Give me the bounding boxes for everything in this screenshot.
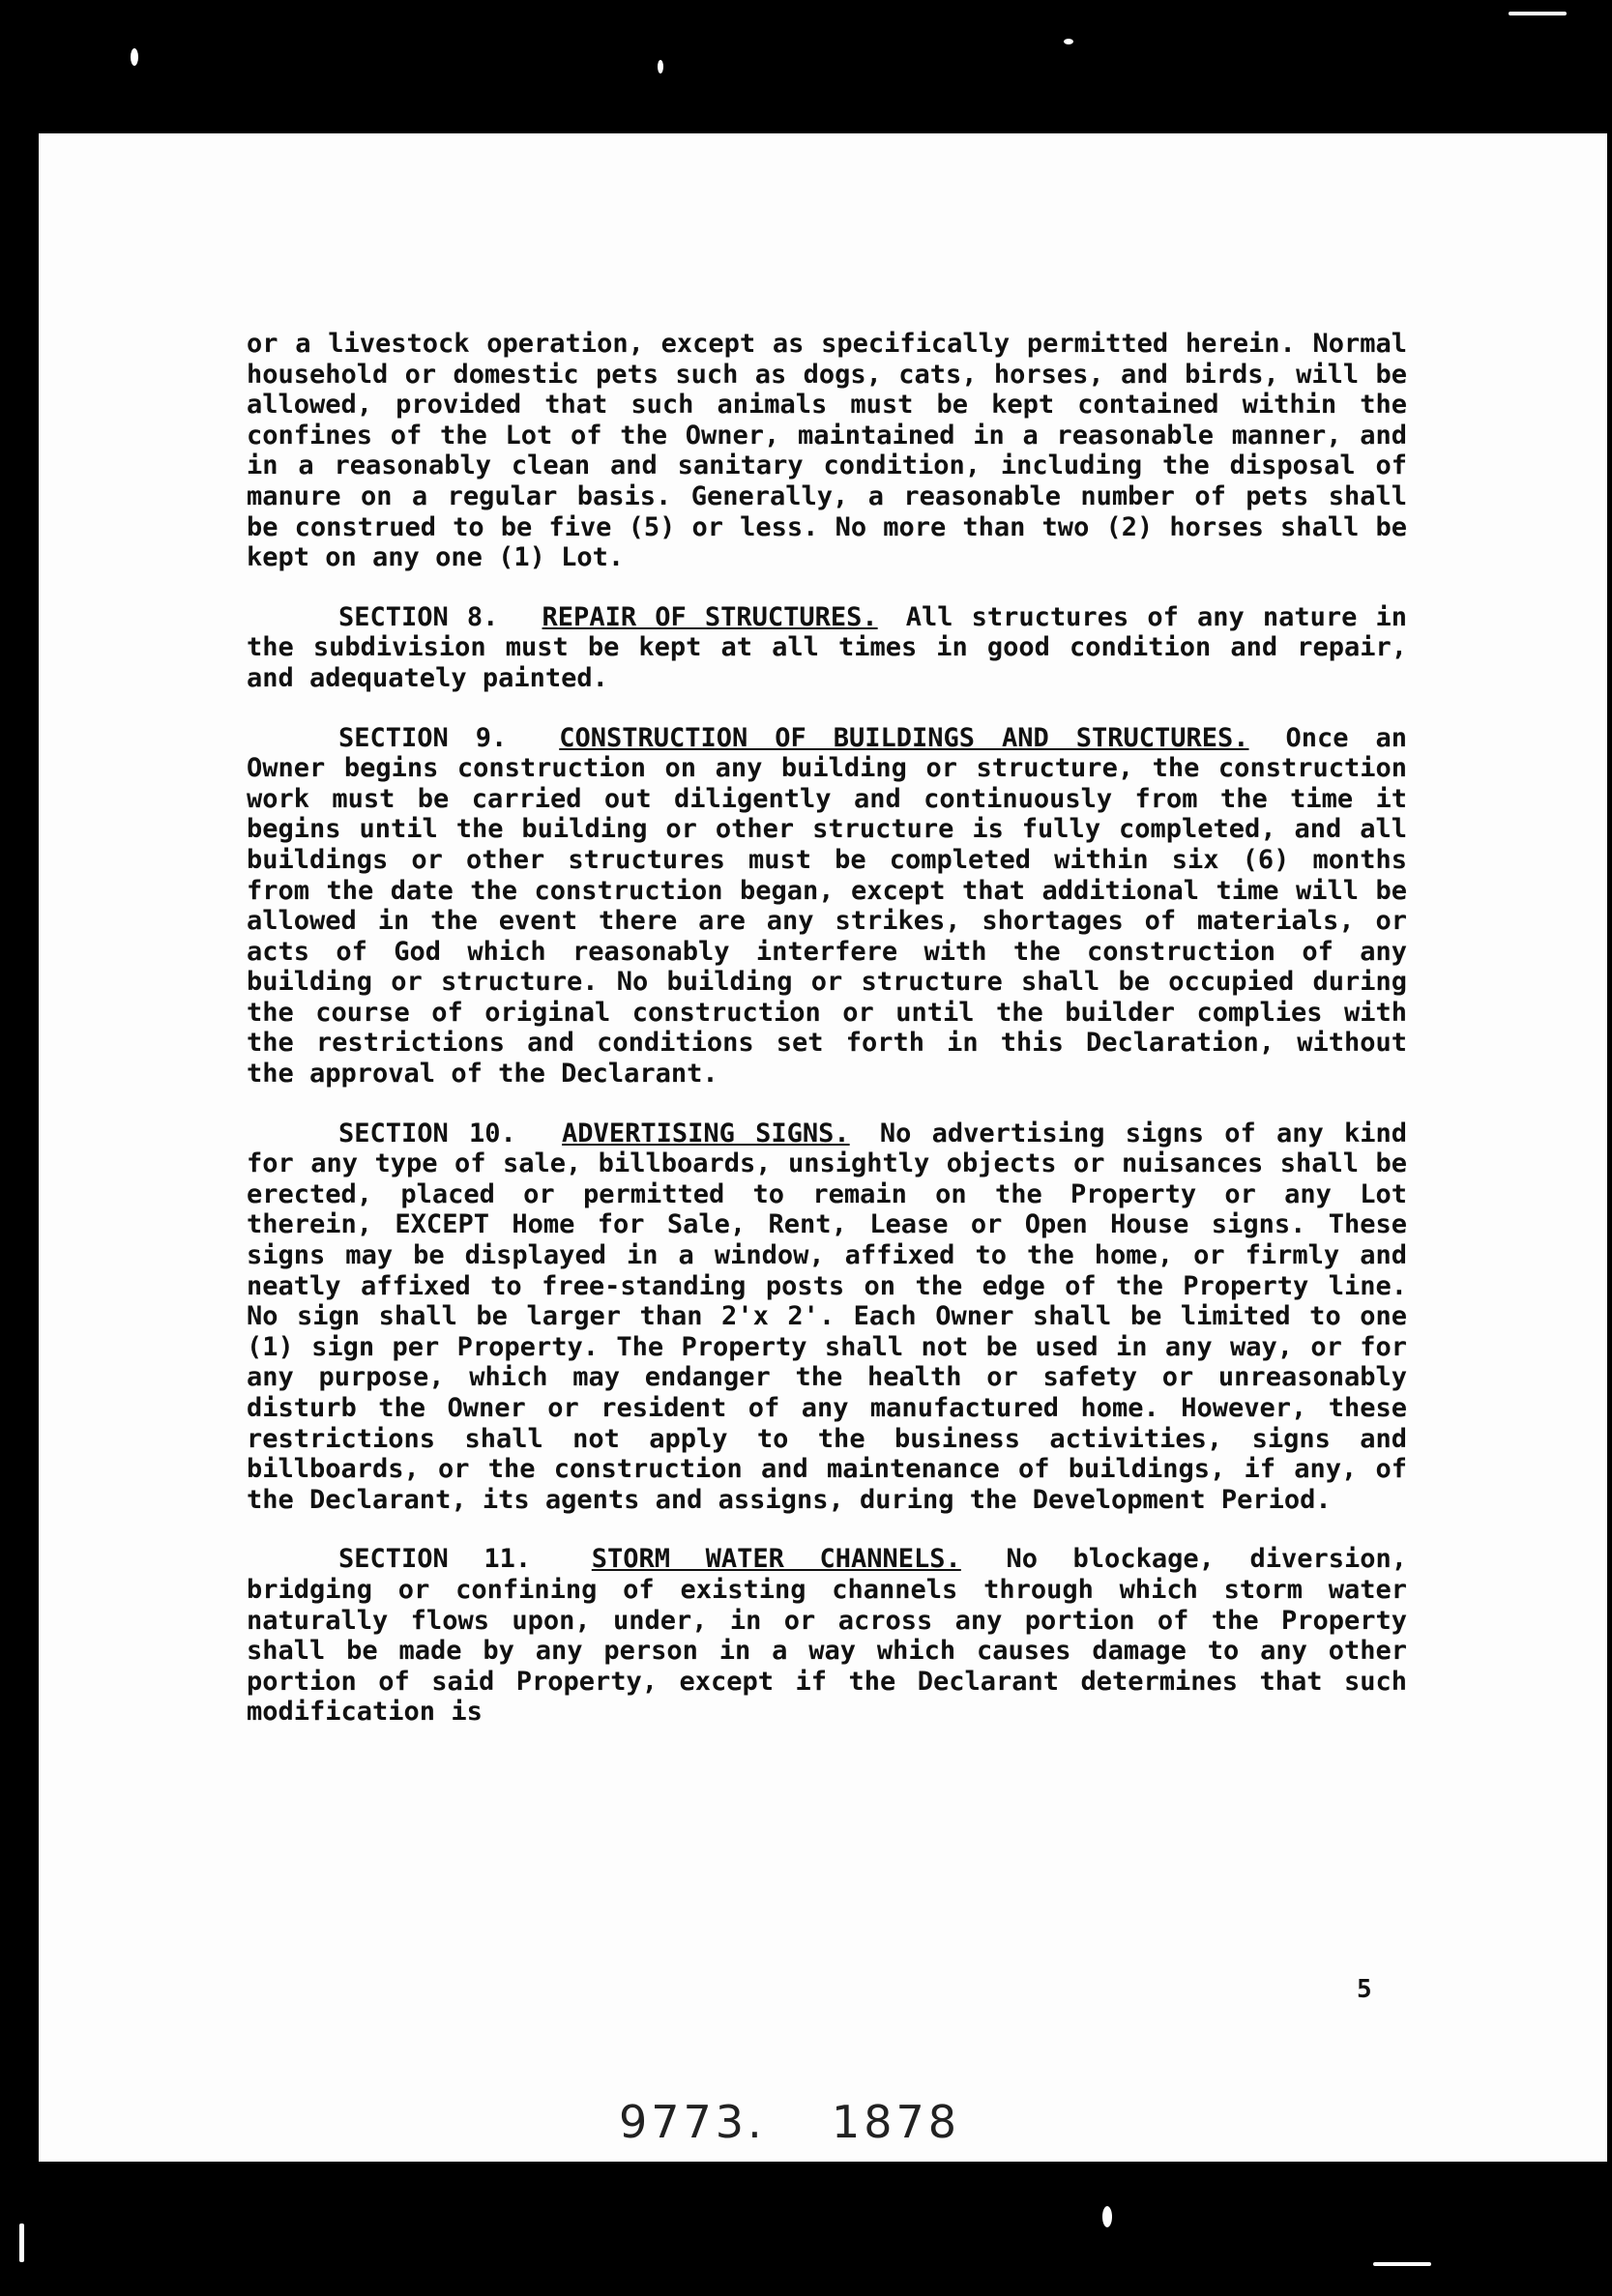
- section-body: No blockage, diversion, bridging or confining of existing channels through which storm water naturally flows upon, under, in or across any portion of the Property shall be made by any person in a way which causes damage to any other portion of said Property, except if the Declarant determines that such modification is: [247, 1544, 1407, 1728]
- footer-book-number: 9773.: [619, 2096, 766, 2148]
- section-title: REPAIR OF STRUCTURES.: [542, 601, 878, 632]
- section-9-paragraph: [247, 723, 1407, 1090]
- section-label: SECTION 11.: [338, 1544, 532, 1575]
- section-label: SECTION 8.: [338, 601, 499, 632]
- scan-speck: [1509, 12, 1567, 15]
- section-8-paragraph: [247, 602, 1407, 694]
- section-11-paragraph: [247, 1544, 1407, 1728]
- section-11: [247, 1544, 1407, 1728]
- paragraph-text: or a livestock operation, except as specifically permitted herein. Normal household or domestic pets such as dogs, cats, horses, and birds, will be allowed, provided that such animals must be kept contained within the confines of the Lot of the Owner, maintained in a reasonable manner, and in a reasonably clean and sanitary condition, including the disposal of manure on a regular basis. Generally, a reasonable number of pets shall be construed to be five (5) or less. No more than two (2) horses shall be kept on any one (1) Lot.: [247, 329, 1407, 573]
- scan-speck: [131, 48, 138, 66]
- section-title: STORM WATER CHANNELS.: [591, 1544, 961, 1575]
- section-8: [247, 602, 1407, 694]
- section-label: SECTION 9.: [338, 722, 508, 753]
- intro-paragraph: [247, 329, 1407, 573]
- section-9: [247, 723, 1407, 1090]
- section-10: [247, 1119, 1407, 1516]
- scan-speck: [658, 60, 663, 73]
- section-body: No advertising signs of any kind for any type of sale, billboards, unsightly objects or nuisances shall be erected, placed or permitted to remain on the Property or any Lot therein, EXCEPT Home for Sale, Rent, Lease or Open House signs. These signs may be displayed in a window, affixed to the home, or firmly and neatly affixed to free-standing posts on the edge of the Property line. No sign shall be larger than 2'x 2'. Each Owner shall be limited to one (1) sign per Property. The Property shall not be used in any way, or for any purpose, which may endanger the health or safety or unreasonably disturb the Owner or resident of any manufactured home. However, these restrictions shall not apply to the business activities, signs and billboards, or the construction and maintenance of buildings, if any, of the Declarant, its agents and assigns, during the Development Period.: [247, 1118, 1407, 1515]
- section-body: Once an Owner begins construction on any building or structure, the construction work must be carried out diligently and continuously from the time it begins until the building or other structure is fully completed, and all buildings or other structures must be completed within six (6) months from the date the construction began, except that additional time will be allowed in the event there are any strikes, shortages of materials, or acts of God which reasonably interfere with the construction of any building or structure. No building or structure shall be occupied during the course of original construction or until the builder complies with the restrictions and conditions set forth in this Declaration, without the approval of the Declarant.: [247, 722, 1407, 1090]
- scan-speck: [1102, 2206, 1112, 2227]
- scan-speck: [19, 2223, 24, 2262]
- scan-speck: [1064, 39, 1073, 44]
- section-body: All structures of any nature in the subdivision must be kept at all times in good condition and repair, and adequately painted.: [247, 601, 1407, 693]
- document-body: [247, 329, 1407, 1757]
- footer-page-number: 1878: [832, 2096, 961, 2148]
- page-number: 5: [1357, 1975, 1372, 2004]
- scan-speck: [1373, 2262, 1431, 2266]
- section-title: ADVERTISING SIGNS.: [562, 1118, 850, 1148]
- section-label: SECTION 10.: [338, 1118, 516, 1148]
- section-title: CONSTRUCTION OF BUILDINGS AND STRUCTURES.: [559, 722, 1249, 753]
- section-10-paragraph: [247, 1119, 1407, 1516]
